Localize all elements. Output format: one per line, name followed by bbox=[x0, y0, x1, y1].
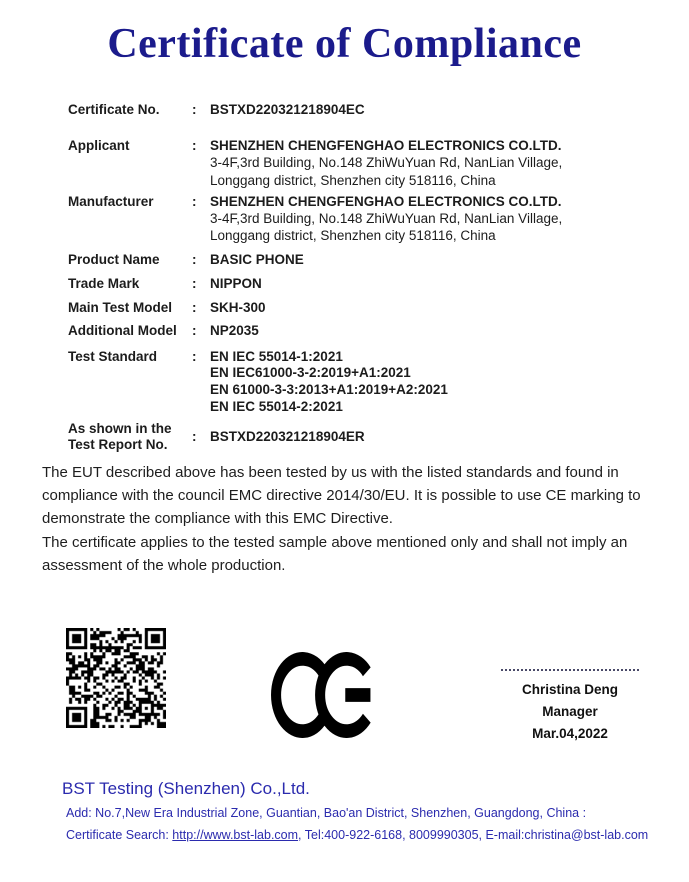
field-colon: : bbox=[192, 138, 197, 153]
manufacturer-address-line1: 3-4F,3rd Building, No.148 ZhiWuYuan Rd, NanLian Village, bbox=[210, 211, 563, 227]
field-value bbox=[210, 193, 660, 245]
field-row-product-name bbox=[68, 252, 660, 268]
certificate-search-label: Certificate Search: bbox=[66, 828, 173, 842]
field-label: Product Name bbox=[68, 251, 160, 267]
field-value: NP2035 bbox=[210, 322, 259, 338]
certificate-search-link[interactable]: http://www.bst-lab.com bbox=[172, 828, 299, 842]
field-value: BASIC PHONE bbox=[210, 251, 304, 267]
signature-dotted-line bbox=[501, 669, 639, 671]
field-value bbox=[210, 349, 660, 415]
applicant-address-line1: 3-4F,3rd Building, No.148 ZhiWuYuan Rd, NanLian Village, bbox=[210, 155, 563, 171]
field-row-certificate-no bbox=[68, 102, 660, 118]
test-standard-line: EN IEC 55014-1:2021 bbox=[210, 348, 343, 364]
issuer-company-name: BST Testing (Shenzhen) Co.,Ltd. bbox=[62, 779, 310, 798]
field-label bbox=[68, 421, 192, 452]
signature-block bbox=[497, 669, 643, 745]
statement-paragraph-1: The EUT described above has been tested by us with the listed standards and found in compliance with the council EMC directive 2014/30/EU. It is possible to use CE marking to demonstrate the compliance with this EMC Directive. bbox=[42, 464, 641, 528]
field-colon: : bbox=[192, 348, 197, 364]
issuer-contact-details: , Tel:400-922-6168, 8009990305, E-mail:christina@bst-lab.com bbox=[298, 828, 649, 842]
field-row-trade-mark bbox=[68, 276, 660, 292]
field-label: Certificate No. bbox=[68, 102, 160, 117]
field-row-main-test-model bbox=[68, 300, 660, 316]
applicant-company: SHENZHEN CHENGFENGHAO ELECTRONICS CO.LTD. bbox=[210, 138, 562, 153]
field-label: Additional Model bbox=[68, 322, 177, 338]
test-standard-line: EN IEC61000-3-2:2019+A1:2021 bbox=[210, 365, 411, 381]
field-row-test-standard bbox=[68, 349, 660, 415]
field-value: BSTXD220321218904ER bbox=[210, 428, 365, 444]
field-row-applicant bbox=[68, 137, 660, 189]
field-colon: : bbox=[192, 322, 197, 338]
field-value: NIPPON bbox=[210, 275, 262, 291]
field-colon: : bbox=[192, 193, 197, 209]
test-standard-line: EN 61000-3-3:2013+A1:2019+A2:2021 bbox=[210, 381, 448, 397]
signatory-role: Manager bbox=[542, 704, 598, 719]
field-colon: : bbox=[192, 428, 197, 444]
test-report-label-line2: Test Report No. bbox=[68, 436, 168, 452]
field-colon: : bbox=[192, 102, 197, 117]
field-row-test-report-no bbox=[68, 421, 660, 452]
qr-code bbox=[66, 628, 166, 728]
ce-mark-icon bbox=[271, 652, 378, 738]
certificate-fields bbox=[68, 102, 660, 452]
issuer-address: Add: No.7,New Era Industrial Zone, Guantian, Bao'an District, Shenzhen, Guangdong, China : bbox=[66, 806, 587, 820]
compliance-statement bbox=[42, 461, 658, 577]
applicant-address-line2: Longgang district, Shenzhen city 518116, China bbox=[210, 172, 496, 188]
test-report-label-line1: As shown in the bbox=[68, 421, 172, 437]
statement-paragraph-2: The certificate applies to the tested sample above mentioned only and shall not imply an assessment of the whole production. bbox=[42, 533, 628, 574]
manufacturer-company: SHENZHEN CHENGFENGHAO ELECTRONICS CO.LTD. bbox=[210, 193, 562, 209]
field-label: Applicant bbox=[68, 138, 130, 153]
manufacturer-address-line2: Longgang district, Shenzhen city 518116, China bbox=[210, 228, 496, 244]
signature-date: Mar.04,2022 bbox=[532, 726, 608, 741]
field-label: Main Test Model bbox=[68, 299, 173, 315]
field-label: Trade Mark bbox=[68, 275, 140, 291]
field-label: Test Standard bbox=[68, 348, 158, 364]
field-label: Manufacturer bbox=[68, 193, 154, 209]
certificate-title: Certificate of Compliance bbox=[107, 21, 582, 67]
test-standard-line: EN IEC 55014-2:2021 bbox=[210, 398, 343, 414]
field-value bbox=[210, 137, 660, 189]
field-row-additional-model bbox=[68, 323, 660, 339]
field-colon: : bbox=[192, 275, 197, 291]
signatory-name: Christina Deng bbox=[521, 682, 618, 697]
field-value: BSTXD220321218904EC bbox=[210, 102, 365, 117]
field-colon: : bbox=[192, 251, 197, 267]
issuer-contact-line bbox=[66, 828, 648, 842]
field-value: SKH-300 bbox=[210, 299, 266, 315]
field-row-manufacturer bbox=[68, 193, 660, 245]
field-colon: : bbox=[192, 299, 197, 315]
